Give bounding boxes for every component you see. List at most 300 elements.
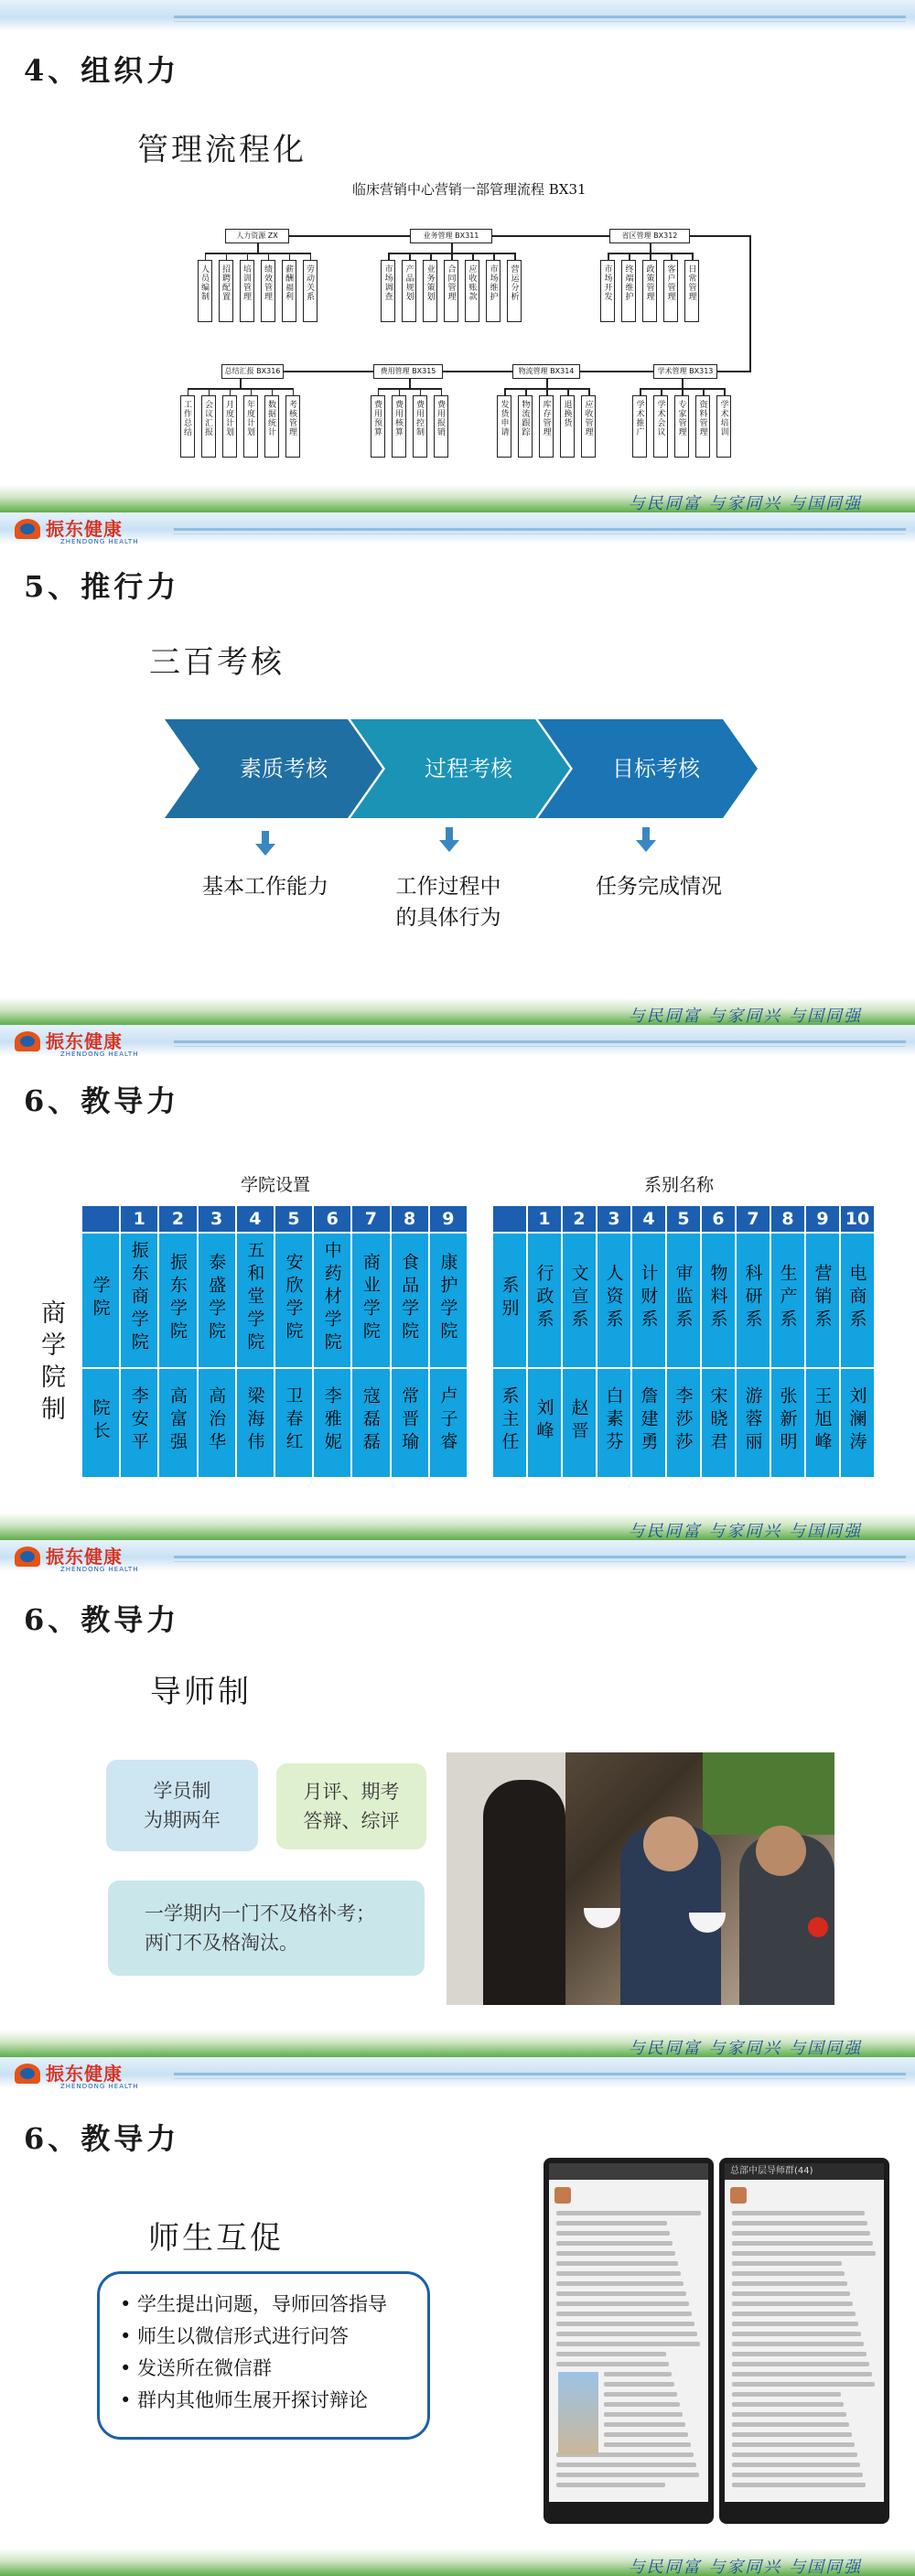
- flowchart-root-box: 人力资源 ZX: [225, 229, 289, 243]
- footer-band: [0, 485, 915, 512]
- motto: 与民同富 与家同兴 与国同强: [628, 2039, 862, 2057]
- table-header-cell: 6: [313, 1205, 351, 1233]
- flowchart-connector: [451, 253, 453, 260]
- chat-text-line: [732, 2261, 842, 2266]
- slide-heading: 4、组织力: [24, 53, 180, 88]
- flowchart-connector: [451, 243, 453, 253]
- cell-text: 常晋瑜: [399, 1386, 420, 1455]
- footer-band: [0, 2549, 915, 2576]
- table-cell: [198, 1368, 236, 1478]
- building-photo: [558, 2372, 598, 2454]
- cell-text: 物料系: [707, 1264, 728, 1332]
- flowchart-title: 临床营销中心营销一部管理流程 BX31: [352, 181, 587, 198]
- header-band: [0, 2057, 915, 2088]
- motto: 与民同富 与家同兴 与国同强: [628, 1522, 862, 1540]
- cell-text: 卫春红: [283, 1386, 304, 1455]
- chat-text-line: [556, 2251, 675, 2256]
- cell-text: 审监系: [673, 1264, 694, 1332]
- cell-text: 王旭峰: [812, 1386, 833, 1455]
- flowchart-connector: [546, 388, 548, 395]
- flowchart-node: 学术推广: [632, 395, 647, 458]
- chat-text-line: [732, 2251, 876, 2256]
- chevron-3-label: 目标考核: [612, 756, 700, 781]
- table-cell: [527, 1233, 562, 1368]
- table-cell: [701, 1233, 736, 1368]
- slide-organization: [0, 0, 915, 512]
- bullet-item: • 师生以微信形式进行问答: [120, 2325, 350, 2347]
- flowchart-node: 发货申请: [497, 395, 511, 458]
- flowchart-root-box: 物流管理 BX314: [512, 364, 580, 379]
- table-cell: [562, 1368, 597, 1478]
- flowchart-connector: [724, 388, 726, 395]
- chat-text-line: [732, 2312, 856, 2316]
- cell-text: 人资系: [603, 1264, 624, 1332]
- cell-text: 詹建勇: [638, 1386, 659, 1455]
- table-cell: [274, 1368, 313, 1478]
- cell-text: 安欣学院: [283, 1252, 304, 1344]
- arrow-down-icon: [636, 827, 656, 853]
- chat-text-line: [732, 2402, 844, 2407]
- flowchart-connector: [493, 253, 495, 260]
- table-header-cell: 8: [770, 1205, 805, 1233]
- bullet-item: • 群内其他师生展开探讨辩论: [120, 2389, 369, 2411]
- table-cell: [120, 1368, 158, 1478]
- cell-text: 刘澜涛: [846, 1386, 867, 1455]
- table-cell: [391, 1368, 429, 1478]
- cell-text: 商业学院: [360, 1252, 381, 1344]
- table-cell: [274, 1233, 313, 1368]
- table-header-cell: 7: [736, 1205, 770, 1233]
- chat-text-line: [556, 2231, 670, 2236]
- chat-text-line: [732, 2432, 852, 2437]
- flowchart-connector: [420, 388, 422, 395]
- flowchart-connector: [492, 235, 609, 237]
- table-cell: [158, 1368, 197, 1478]
- flowchart-connector: [472, 253, 474, 260]
- table-header-cell: 7: [351, 1205, 390, 1233]
- flowchart-node: 日常管理: [684, 260, 699, 322]
- tea-tasting-photo: [447, 1752, 834, 2005]
- flowchart-connector: [251, 388, 253, 395]
- table-department-title: 系别名称: [644, 1175, 715, 1195]
- caption-1: 基本工作能力: [202, 875, 328, 899]
- flowchart-root-box: 学术管理 BX313: [653, 364, 717, 379]
- flowchart-connector: [514, 253, 516, 260]
- table-cell: [198, 1233, 236, 1368]
- cell-text: 高治华: [206, 1386, 227, 1455]
- table-cell: [666, 1233, 701, 1368]
- table-cell: [527, 1368, 562, 1478]
- slide-heading: 6、教导力: [24, 2121, 180, 2156]
- chat-text-line: [556, 2352, 666, 2356]
- flowchart-node: 绩效管理: [261, 260, 275, 322]
- flowchart-connector: [650, 243, 651, 253]
- flowchart-connector: [205, 253, 207, 260]
- flowchart-connector: [209, 388, 210, 395]
- cell-text: 五和堂学院: [244, 1241, 265, 1355]
- table-row: [81, 1368, 468, 1478]
- flowchart-node: 年度计划: [243, 395, 258, 458]
- table-cell: [597, 1368, 631, 1478]
- table-cell: [770, 1368, 805, 1478]
- flowchart-connector: [289, 235, 410, 237]
- cell-text: 行政系: [533, 1264, 554, 1332]
- flowchart-node: 工作总结: [180, 395, 195, 458]
- footer-band: [0, 1513, 915, 1540]
- table-cell: [313, 1368, 351, 1478]
- brand-logo: 振东健康 ZHENDONG HEALTH: [15, 2063, 123, 2085]
- flowchart-root-box: 业务管理 BX311: [410, 229, 492, 243]
- flowchart-connector: [690, 235, 750, 237]
- row-label-cell: [492, 1233, 527, 1368]
- flowchart-node: 招聘配置: [219, 260, 233, 322]
- row-label: 系主任: [499, 1386, 520, 1455]
- cell-text: 中药材学院: [321, 1241, 342, 1355]
- cell-text: 赵晋: [568, 1397, 589, 1444]
- phone-screenshot-1: [544, 2158, 714, 2524]
- slide-mentor: [0, 1540, 915, 2057]
- header-band: [0, 1540, 915, 1571]
- cell-text: 振东学院: [167, 1252, 188, 1344]
- bullet-item: • 发送所在微信群: [120, 2357, 273, 2379]
- flowchart-root-box: 省区管理 BX312: [609, 229, 690, 243]
- flowchart-node: 学术会议: [653, 395, 668, 458]
- flowchart-node: 费用核算: [392, 395, 406, 458]
- pill-evaluation: 月评、期考 答辩、综评: [276, 1763, 426, 1849]
- row-label-cell: [81, 1233, 120, 1368]
- table-header-cell: 3: [597, 1205, 631, 1233]
- flowchart-connector: [580, 371, 653, 372]
- chat-text-line: [556, 2291, 686, 2296]
- chat-text-line: [556, 2342, 700, 2346]
- slide-teaching-academy: [0, 1025, 915, 1540]
- flowchart-connector: [525, 388, 527, 395]
- row-label-cell: [81, 1368, 120, 1478]
- flowchart-node: 专家管理: [674, 395, 689, 458]
- chat-text-line: [556, 2211, 701, 2215]
- table-cell: [351, 1233, 390, 1368]
- row-label: 学院: [90, 1275, 111, 1321]
- slide-promotion: [0, 512, 915, 1025]
- chat-text-line: [732, 2392, 841, 2397]
- chat-text-line: [732, 2452, 857, 2457]
- flowchart-connector: [272, 388, 274, 395]
- table-header-cell: 5: [274, 1205, 313, 1233]
- side-label: 商学院制: [37, 1299, 65, 1428]
- motto: 与民同富 与家同兴 与国同强: [628, 2558, 862, 2576]
- table-cell: [236, 1233, 274, 1368]
- flowchart-connector: [703, 388, 705, 395]
- cell-text: 卢子睿: [437, 1386, 458, 1455]
- flowchart-node: 市场维护: [486, 260, 501, 322]
- table-header-cell: 1: [120, 1205, 158, 1233]
- slide-subheading: 三百考核: [149, 644, 285, 681]
- flowchart-connector: [293, 388, 295, 395]
- table-cell: [631, 1368, 666, 1478]
- table-header-cell: 1: [527, 1205, 562, 1233]
- chat-text-line: [556, 2241, 673, 2246]
- table-header-cell: 2: [158, 1205, 197, 1233]
- row-label-cell: [492, 1368, 527, 1478]
- brand-logo: 振东健康 ZHENDONG HEALTH: [15, 1546, 123, 1568]
- table-cell: [313, 1233, 351, 1368]
- motto: 与民同富 与家同兴 与国同强: [628, 1007, 862, 1025]
- chat-text-line: [604, 2432, 688, 2437]
- chat-text-line: [604, 2372, 672, 2377]
- chat-text-line: [556, 2473, 699, 2477]
- chat-text-line: [556, 2362, 669, 2366]
- table-college: [81, 1204, 468, 1479]
- pill-trainee: 学员制 为期两年: [106, 1760, 258, 1851]
- flowchart-node: 库存管理: [539, 395, 554, 458]
- table-cell: [736, 1233, 770, 1368]
- chat-text-line: [732, 2442, 855, 2447]
- flowchart-connector: [378, 388, 441, 390]
- table-row: [492, 1368, 875, 1478]
- flowchart-connector: [749, 235, 751, 372]
- flowchart-connector: [240, 379, 242, 388]
- flowchart-node: 薪酬福利: [282, 260, 296, 322]
- chat-group-title: 总部中层导师群(44): [725, 2163, 884, 2180]
- cell-text: 李安平: [128, 1386, 149, 1455]
- flowchart-connector: [682, 388, 684, 395]
- flowchart-connector: [588, 388, 590, 395]
- flowchart-root-box: 费用管理 BX315: [373, 364, 443, 379]
- cell-text: 泰盛学院: [206, 1252, 227, 1344]
- cell-text: 文宣系: [568, 1264, 589, 1332]
- table-cell: [631, 1233, 666, 1368]
- table-cell: [391, 1233, 429, 1368]
- flowchart-node: 物流跟踪: [518, 395, 533, 458]
- chat-text-line: [732, 2422, 849, 2427]
- row-label: 院长: [90, 1397, 111, 1444]
- flowchart-connector: [388, 253, 390, 260]
- cell-text: 高富强: [167, 1386, 188, 1455]
- flowchart-node: 资料管理: [695, 395, 710, 458]
- cell-text: 梁海伟: [244, 1386, 265, 1455]
- table-cell: [120, 1233, 158, 1368]
- flowchart-connector: [546, 379, 548, 388]
- chat-text-line: [732, 2463, 860, 2467]
- chat-text-line: [556, 2312, 692, 2316]
- slide-subheading: 导师制: [150, 1674, 252, 1710]
- flowchart-connector: [567, 388, 569, 395]
- flowchart-connector: [682, 379, 684, 388]
- chat-text-line: [732, 2332, 861, 2336]
- flowchart-node: 市场调查: [381, 260, 395, 322]
- table-header-cell: 2: [562, 1205, 597, 1233]
- caption-3: 任务完成情况: [596, 875, 722, 899]
- chat-text-line: [604, 2402, 680, 2407]
- avatar: [554, 2187, 571, 2204]
- flowchart-node: 费用预算: [371, 395, 385, 458]
- logo-icon: [15, 2064, 40, 2084]
- table-header-cell: 9: [429, 1205, 468, 1233]
- flowchart-connector: [257, 243, 259, 253]
- table-cell: [351, 1368, 390, 1478]
- table-row: [81, 1233, 468, 1368]
- table-cell: [736, 1368, 770, 1478]
- flowchart-node: 费用报销: [434, 395, 448, 458]
- chat-text-line: [732, 2221, 867, 2226]
- slide-subheading: 师生互促: [148, 2220, 284, 2257]
- bullet-item: • 学生提出问题，导师回答指导: [120, 2293, 388, 2315]
- chat-text-line: [732, 2473, 863, 2477]
- cell-text: 刘峰: [533, 1397, 554, 1444]
- row-label: 系别: [499, 1275, 520, 1321]
- flowchart-connector: [504, 388, 506, 395]
- table-cell: [805, 1233, 840, 1368]
- slide-heading: 5、推行力: [24, 569, 180, 604]
- flowchart-node: 应收管理: [581, 395, 596, 458]
- flowchart-node: 费用控制: [413, 395, 427, 458]
- table-cell: [236, 1368, 274, 1478]
- cell-text: 生产系: [777, 1264, 798, 1332]
- table-header-cell: 10: [840, 1205, 875, 1233]
- flowchart-node: 产品规划: [402, 260, 416, 322]
- flowchart-connector: [205, 253, 310, 254]
- flowchart-connector: [289, 253, 291, 260]
- chevron-2-label: 过程考核: [425, 756, 512, 781]
- flowchart-connector: [284, 371, 373, 372]
- chat-text-line: [604, 2382, 674, 2387]
- chat-text-line: [732, 2291, 850, 2296]
- chat-text-line: [732, 2362, 869, 2366]
- flowchart-node: 市场开发: [600, 260, 615, 322]
- table-row: [492, 1233, 875, 1368]
- table-header-cell: 3: [198, 1205, 236, 1233]
- chat-text-line: [732, 2231, 870, 2236]
- chat-text-line: [556, 2322, 694, 2326]
- table-cell: [158, 1233, 197, 1368]
- table-header-cell: 4: [236, 1205, 274, 1233]
- cell-text: 张新明: [777, 1386, 798, 1455]
- chevron-process: [165, 719, 759, 820]
- chat-text-line: [732, 2211, 865, 2215]
- table-cell: [840, 1368, 875, 1478]
- table-department: [491, 1204, 876, 1479]
- flowchart-node: 客户管理: [663, 260, 678, 322]
- cell-text: 电商系: [846, 1264, 867, 1332]
- chat-text-line: [556, 2301, 689, 2306]
- table-cell: [840, 1233, 875, 1368]
- brand-logo: 振东健康 ZHENDONG HEALTH: [15, 518, 123, 540]
- cell-text: 科研系: [742, 1264, 763, 1332]
- caption-2: 工作过程中 的具体行为: [395, 875, 501, 930]
- pill-exam-rule: 一学期内一门不及格补考； 两门不及格淘汰。: [108, 1881, 425, 1976]
- chat-text-line: [732, 2483, 866, 2487]
- flowchart-node: 考核管理: [285, 395, 300, 458]
- flowchart-connector: [226, 253, 228, 260]
- flowchart-connector: [640, 388, 641, 395]
- cell-text: 寇磊磊: [360, 1386, 381, 1455]
- flowchart-node: 政策管理: [642, 260, 657, 322]
- flowchart-connector: [692, 253, 694, 260]
- flowchart-connector: [661, 388, 662, 395]
- flowchart-node: 应收账款: [465, 260, 479, 322]
- motto: 与民同富 与家同兴 与国同强: [628, 494, 862, 512]
- flowchart-node: 会议汇报: [201, 395, 216, 458]
- chat-text-line: [732, 2342, 864, 2346]
- flowchart-node: 数据统计: [264, 395, 279, 458]
- flowchart-node: 终端维护: [621, 260, 636, 322]
- table-cell: [429, 1368, 468, 1478]
- flowchart: [0, 0, 915, 512]
- table-header-cell: 4: [631, 1205, 666, 1233]
- chat-text-line: [604, 2442, 691, 2447]
- table-header-cell: 9: [805, 1205, 840, 1233]
- table-cell: [770, 1233, 805, 1368]
- flowchart-connector: [409, 379, 411, 388]
- flowchart-node: 营运分析: [507, 260, 522, 322]
- flowchart-connector: [409, 253, 411, 260]
- chat-text-line: [604, 2412, 683, 2417]
- chat-text-line: [556, 2261, 678, 2266]
- chat-text-line: [732, 2382, 875, 2387]
- table-cell: [805, 1368, 840, 1478]
- flowchart-node: 合同管理: [444, 260, 458, 322]
- chat-text-line: [732, 2352, 867, 2356]
- cell-text: 振东商学院: [128, 1241, 149, 1355]
- table-header-cell: 6: [701, 1205, 736, 1233]
- table-corner: [492, 1205, 527, 1233]
- flowchart-node: 培训管理: [240, 260, 254, 322]
- table-cell: [597, 1233, 631, 1368]
- flowchart-connector: [430, 253, 432, 260]
- header-band: [0, 1025, 915, 1056]
- footer-band: [0, 2030, 915, 2057]
- cell-text: 食品学院: [399, 1252, 420, 1344]
- flowchart-connector: [441, 388, 443, 395]
- table-header-cell: 8: [391, 1205, 429, 1233]
- cell-text: 游蓉丽: [742, 1386, 763, 1455]
- flowchart-connector: [268, 253, 270, 260]
- header-band: [0, 512, 915, 544]
- chat-text-line: [732, 2271, 845, 2276]
- chat-text-line: [556, 2271, 681, 2276]
- cell-text: 李莎莎: [673, 1386, 694, 1455]
- flowchart-connector: [230, 388, 231, 395]
- chat-text-line: [556, 2221, 667, 2226]
- table-college-title: 学院设置: [241, 1175, 311, 1195]
- flowchart-connector: [629, 253, 630, 260]
- logo-icon: [15, 1031, 40, 1051]
- chat-text-line: [556, 2332, 697, 2336]
- flowchart-node: 退换货: [560, 395, 575, 458]
- chat-text-line: [732, 2281, 847, 2286]
- table-corner: [81, 1205, 120, 1233]
- flowchart-connector: [188, 388, 293, 390]
- cell-text: 康护学院: [437, 1252, 458, 1344]
- flowchart-node: 业务策划: [423, 260, 437, 322]
- arrow-down-icon: [439, 827, 459, 853]
- chat-text-line: [556, 2483, 665, 2487]
- flowchart-connector: [671, 253, 673, 260]
- flowchart-connector: [378, 388, 380, 395]
- table-cell: [429, 1233, 468, 1368]
- slide-heading: 6、教导力: [24, 1602, 180, 1637]
- flowchart-connector: [443, 371, 512, 372]
- flowchart-connector: [247, 253, 249, 260]
- logo-icon: [15, 519, 40, 539]
- chat-text-line: [604, 2422, 685, 2427]
- flowchart-connector: [650, 253, 651, 260]
- avatar: [730, 2187, 747, 2204]
- flowchart-connector: [188, 388, 189, 395]
- chat-text-line: [556, 2281, 684, 2286]
- table-cell: [701, 1368, 736, 1478]
- flowchart-connector: [608, 253, 609, 260]
